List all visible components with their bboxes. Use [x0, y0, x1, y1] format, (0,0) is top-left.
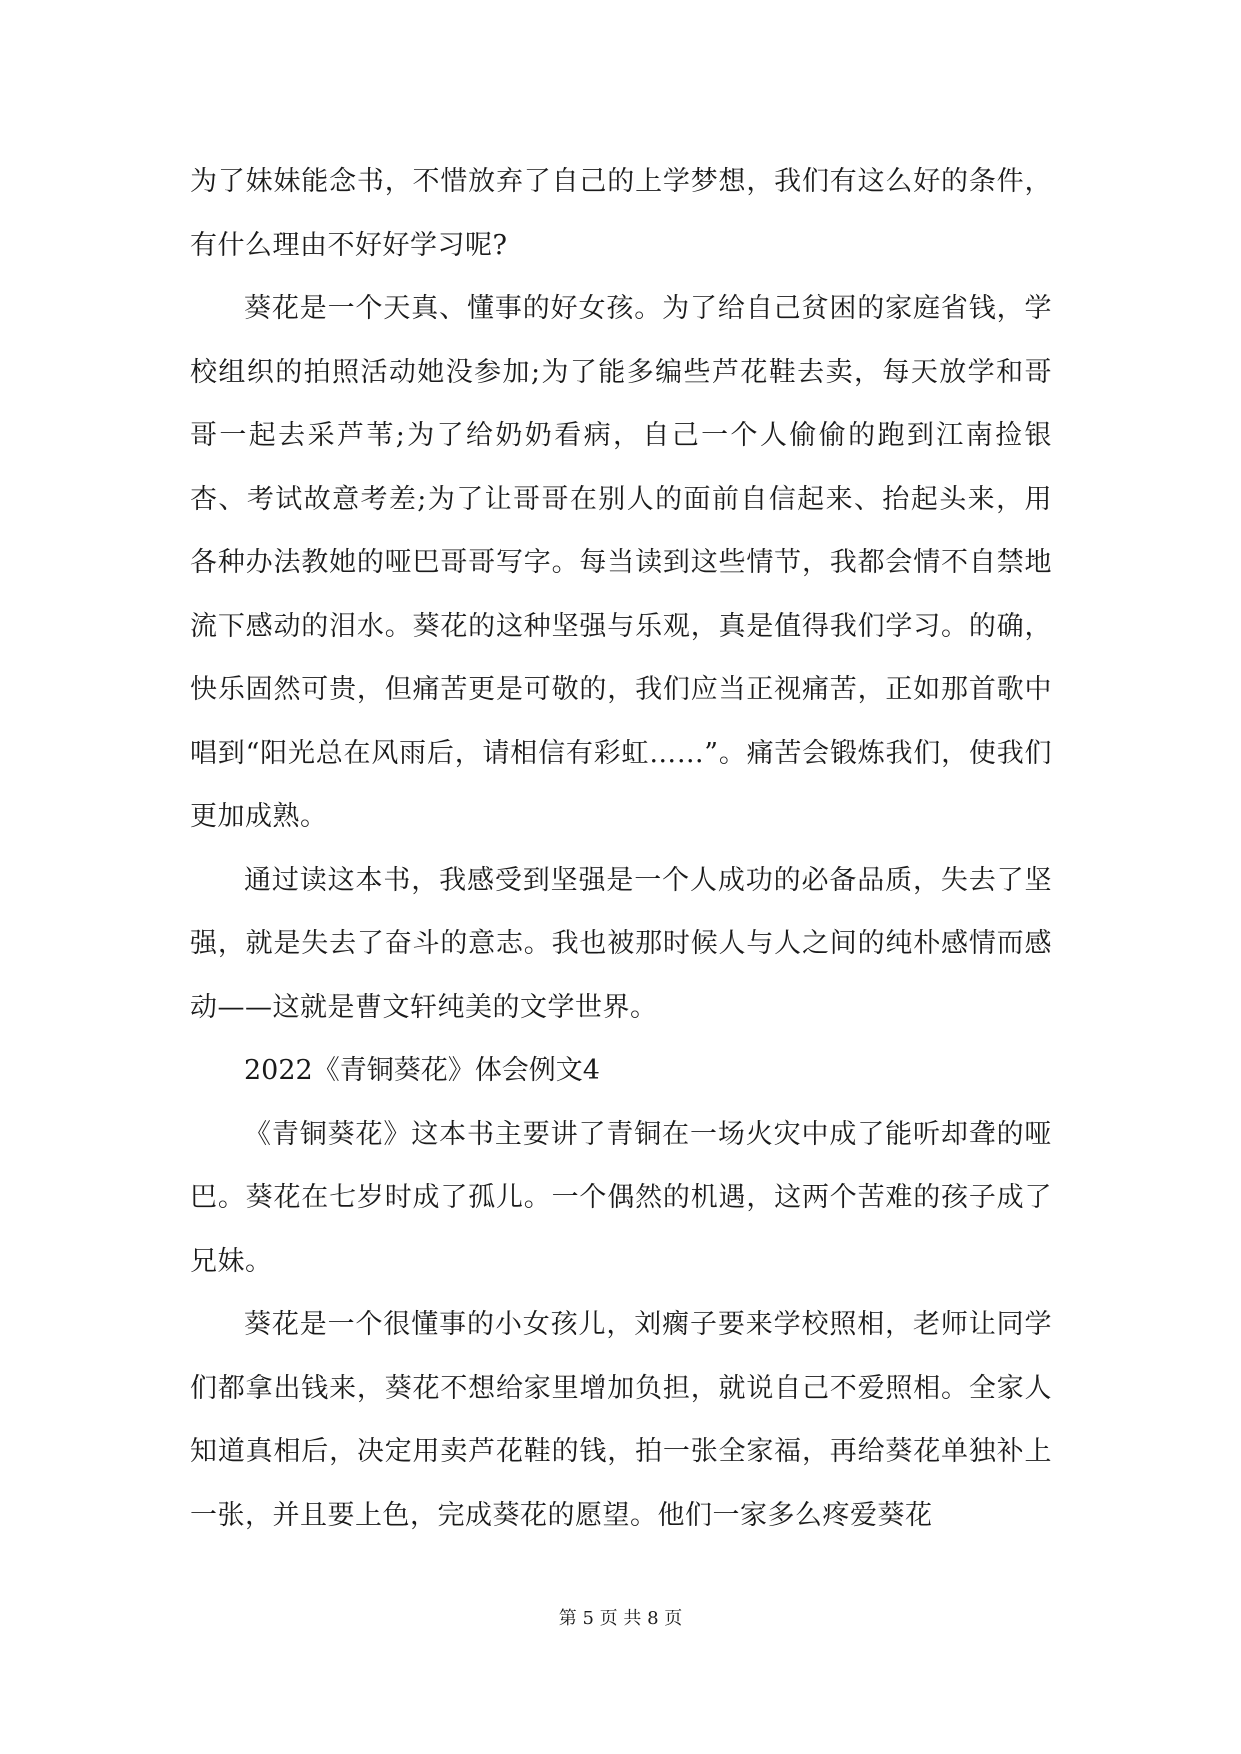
- paragraph-3: 通过读这本书，我感受到坚强是一个人成功的必备品质，失去了坚强，就是失去了奋斗的意志。我也被那时候人与人之间的纯朴感情而感动——这就是曹文轩纯美的文学世界。: [190, 864, 1052, 1023]
- paragraph-2: 葵花是一个天真、懂事的好女孩。为了给自己贫困的家庭省钱，学校组织的拍照活动她没参加;为了能多编些芦花鞋去卖，每天放学和哥哥一起去采芦苇;为了给奶奶看病，自己一个人偷偷的跑到江南捡银杏、考试故意考差;为了让哥哥在别人的面前自信起来、抬起头来，用各种办法教她的哑巴哥哥写字。每当读到这些情节，我都会情不自禁地流下感动的泪水。葵花的这种坚强与乐观，真是值得我们学习。的确，快乐固然可贵，但痛苦更是可敬的，我们应当正视痛苦，正如那首歌中唱到“阳光总在风雨后，请相信有彩虹……”。痛苦会锻炼我们，使我们更加成熟。: [190, 293, 1052, 832]
- paragraph-5: 葵花是一个很懂事的小女孩儿，刘瘸子要来学校照相，老师让同学们都拿出钱来，葵花不想给家里增加负担，就说自己不爱照相。全家人知道真相后，决定用卖芦花鞋的钱，拍一张全家福，再给葵花单独补上一张，并且要上色，完成葵花的愿望。他们一家多么疼爱葵花: [190, 1309, 1052, 1531]
- section-heading: 2022《青铜葵花》体会例文4: [244, 1055, 600, 1086]
- page-footer: 第 5 页 共 8 页: [558, 1608, 683, 1629]
- paragraph-1: 为了妹妹能念书，不惜放弃了自己的上学梦想，我们有这么好的条件，有什么理由不好好学习呢?: [190, 166, 1052, 261]
- document-body: [190, 150, 1052, 1547]
- paragraph-4: 《青铜葵花》这本书主要讲了青铜在一场火灾中成了能听却聋的哑巴。葵花在七岁时成了孤儿。一个偶然的机遇，这两个苦难的孩子成了兄妹。: [190, 1118, 1052, 1277]
